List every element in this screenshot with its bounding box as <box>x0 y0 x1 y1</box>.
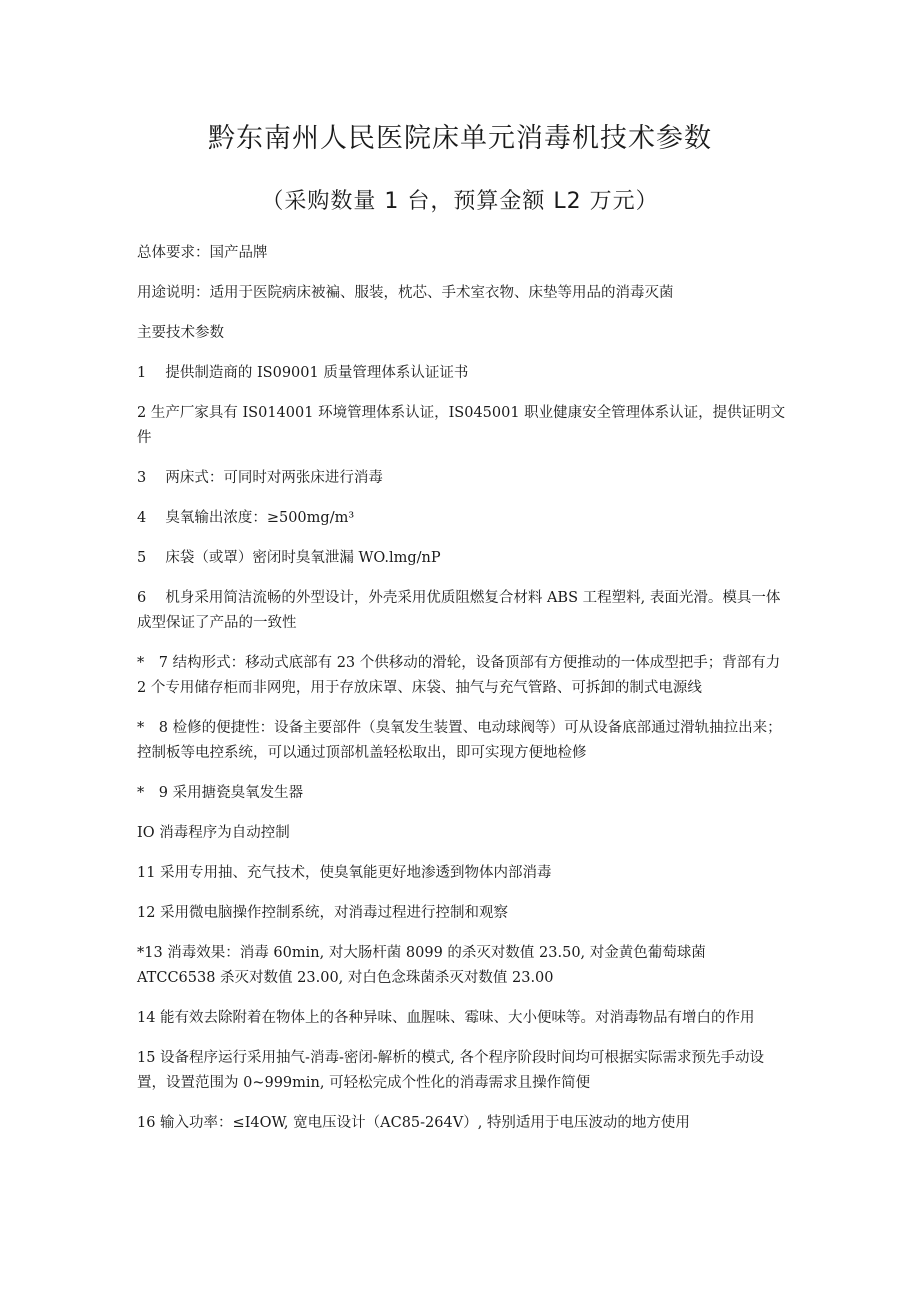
paragraph-main-params-heading: 主要技术参数 <box>137 325 224 341</box>
paragraph-usage: 用途说明：适用于医院病床被褊、服装，枕芯、手术室衣物、床垫等用品的消毒灭菌 <box>137 285 674 301</box>
paragraph-item-6: 6 机身采用简洁流畅的外型设计，外壳采用优质阻燃复合材料 ABS 工程塑料, 表面光滑。模具一体成型保证了产品的一致性 <box>137 590 781 631</box>
paragraph-item-14: 14 能有效去除附着在物体上的各种异味、血腥味、霉味、大小便味等。对消毒物品有增白的作用 <box>137 1010 755 1026</box>
paragraph-item-11: 11 采用专用抽、充气技术，使臭氧能更好地渗透到物体内部消毒 <box>137 865 552 881</box>
paragraph-item-7: * 7 结构形式：移动式底部有 23 个供移动的滑轮，设备顶部有方便推动的一体成型把手；背部有力 2 个专用储存柜而非网兜，用于存放床罩、床袋、抽气与充气管路、可拆卸的制式电源线 <box>137 655 781 696</box>
document-body <box>137 241 787 1151</box>
paragraph-item-8: * 8 检修的便捷性：设备主要部件（臭氧发生装置、电动球阀等）可从设备底部通过滑轨抽拉出来；控制板等电控系统，可以通过顶部机盖轻松取出，即可实现方便地检修 <box>137 720 782 761</box>
paragraph-item-1: 1 提供制造商的 IS09001 质量管理体系认证证书 <box>137 365 469 381</box>
paragraph-item-12: 12 采用微电脑操作控制系统，对消毒过程进行控制和观察 <box>137 905 509 921</box>
paragraph-item-16: 16 输入功率：≤I4OW, 宽电压设计（AC85-264V）, 特别适用于电压波动的地方使用 <box>137 1115 690 1131</box>
paragraph-item-4: 4 臭氧输出浓度：≥500mg/m³ <box>137 510 355 526</box>
paragraph-item-9: * 9 采用搪瓷臭氧发生器 <box>137 785 304 801</box>
paragraph-general-requirement: 总体要求：国产品牌 <box>137 245 268 261</box>
paragraph-item-15: 15 设备程序运行采用抽气-消毒-密闭-解析的模式, 各个程序阶段时间均可根据实际需求预先手动设置，设置范围为 0~999min, 可轻松完成个性化的消毒需求且操作简便 <box>137 1050 764 1091</box>
paragraph-item-5: 5 床袋（或罩）密闭时臭氧泄漏 WO.lmg/nP <box>137 550 441 566</box>
paragraph-item-10: IO 消毒程序为自动控制 <box>137 825 290 841</box>
paragraph-item-3: 3 两床式：可同时对两张床进行消毒 <box>137 470 383 486</box>
paragraph-item-2: 2 生产厂家具有 IS014001 环境管理体系认证，IS045001 职业健康安全管理体系认证，提供证明文件 <box>137 405 786 446</box>
page-title: 黔东南州人民医院床单元消毒机技术参数 <box>208 123 712 154</box>
page-subtitle: （采购数量 1 台，预算金额 L2 万元） <box>261 189 659 214</box>
paragraph-item-13: *13 消毒效果：消毒 60min, 对大肠杆菌 8099 的杀灭对数值 23.50, 对金黄色葡萄球菌 ATCC6538 杀灭对数值 23.00, 对白色念珠菌杀灭对数值 23.00 <box>137 945 706 986</box>
